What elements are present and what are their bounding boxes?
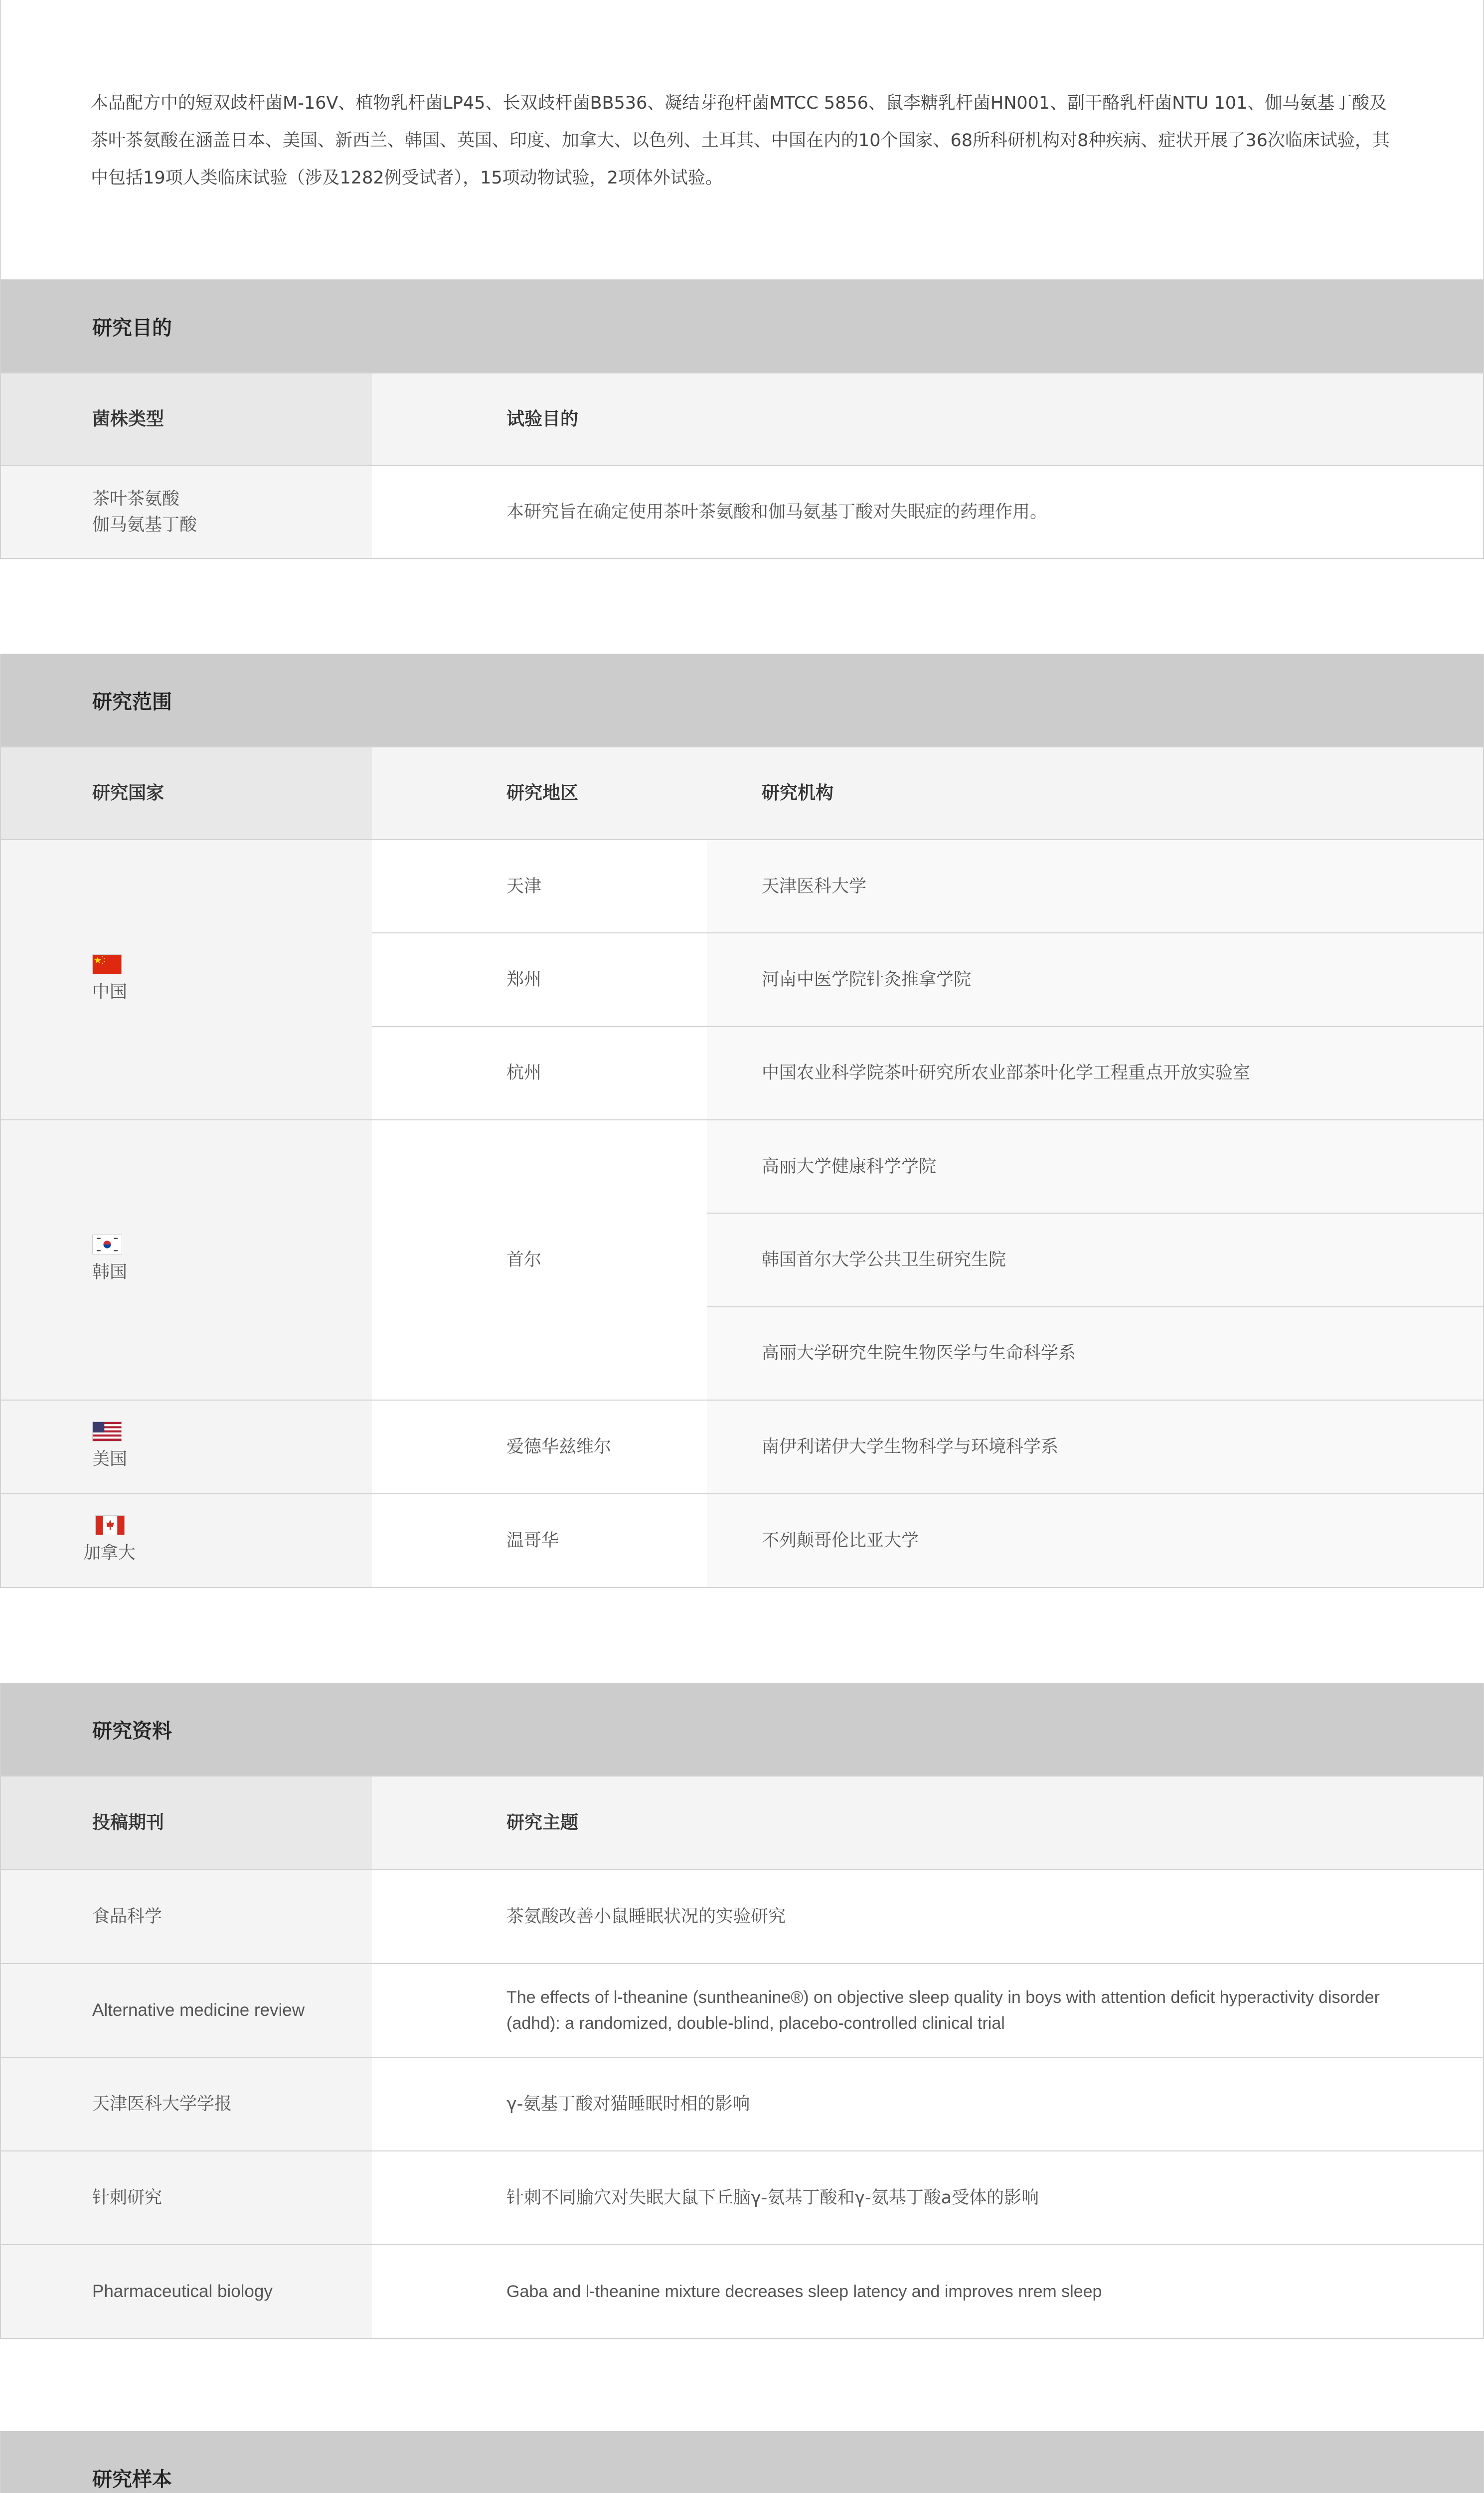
- table-row: [372, 840, 1483, 932]
- table-row: [1, 2150, 1483, 2244]
- journal-cell: 天津医科大学学报: [1, 2058, 372, 2150]
- topic-cell: The effects of l-theanine (suntheanine®) on objective sleep quality in boys with attention deficit hyperactivity disorder (adhd): a randomized, double-blind, placebo-controlled clinical trial: [372, 1964, 1483, 2057]
- china-regions: [372, 840, 1483, 1119]
- country-cell-china: [1, 840, 372, 1119]
- china-flag-icon: [92, 954, 122, 974]
- journal-cell: 食品科学: [1, 1870, 372, 1963]
- topic-cell: γ-氨基丁酸对猫睡眠时相的影响: [372, 2058, 1483, 2150]
- table-row: [1, 465, 1483, 558]
- country-cell-korea: [1, 1120, 372, 1400]
- region-cell: 天津: [372, 840, 707, 932]
- institution-cell: 高丽大学研究生院生物医学与生命科学系: [707, 1306, 1483, 1400]
- region-cell: 温哥华: [372, 1494, 707, 1587]
- institution-cell: 不列颠哥伦比亚大学: [707, 1494, 1483, 1587]
- topic-cell: 针刺不同腧穴对失眠大鼠下丘脑γ-氨基丁酸和γ-氨基丁酸a受体的影响: [372, 2151, 1483, 2244]
- journal-cell: Pharmaceutical biology: [1, 2245, 372, 2338]
- purpose-title: 研究目的: [1, 280, 1483, 372]
- usa-flag-icon: [92, 1422, 122, 1441]
- table-row: [1, 1963, 1483, 2057]
- canada-flag-icon: [95, 1515, 125, 1535]
- materials-title: 研究资料: [1, 1683, 1483, 1776]
- purpose-section: [0, 280, 1484, 559]
- institution-cell: 中国农业科学院茶叶研究所农业部茶叶化学工程重点开放实验室: [707, 1027, 1483, 1119]
- topic-cell: Gaba and l-theanine mixture decreases sleep latency and improves nrem sleep: [372, 2245, 1483, 2338]
- table-row: [1, 1869, 1483, 1963]
- country-name-usa: 美国: [92, 1449, 128, 1469]
- country-cell-canada: [1, 1494, 372, 1587]
- institution-cell: 天津医科大学: [707, 840, 1483, 932]
- sample-title: 研究样本: [1, 2431, 1483, 2493]
- scope-section: [0, 654, 1484, 1588]
- sample-section: [0, 2431, 1484, 2493]
- scope-header-region: 研究地区: [372, 747, 707, 839]
- institution-cell: 河南中医学院针灸推拿学院: [707, 933, 1483, 1026]
- purpose-header-row: [1, 372, 1483, 465]
- table-row: [1, 2057, 1483, 2150]
- topic-cell: 茶氨酸改善小鼠睡眠状况的实验研究: [372, 1870, 1483, 1963]
- scope-header-row: [1, 746, 1483, 839]
- korea-flag-icon: [92, 1235, 122, 1254]
- intro-text: 本品配方中的短双歧杆菌M-16V、植物乳杆菌LP45、长双歧杆菌BB536、凝结芽孢杆菌MTCC 5856、鼠李糖乳杆菌HN001、副干酪乳杆菌NTU 101、伽马氨基丁酸及茶叶茶氨酸在涵盖日本、美国、新西兰、韩国、英国、印度、加拿大、以色列、土耳其、中国在内的10个国家、68所科研机构对8种疾病、症状开展了36次临床试验，其中包括19项人类临床试验（涉及1282例受试者），15项动物试验，2项体外试验。: [91, 93, 1390, 188]
- country-cell-usa: [1, 1401, 372, 1493]
- scope-country-korea: [1, 1119, 1483, 1400]
- country-name-canada: 加拿大: [83, 1543, 136, 1563]
- table-row: [1, 2244, 1483, 2338]
- country-name-china: 中国: [92, 982, 128, 1002]
- country-name-korea: 韩国: [92, 1262, 128, 1282]
- materials-header-row: [1, 1776, 1483, 1869]
- scope-title: 研究范围: [1, 654, 1483, 746]
- institution-cell: 韩国首尔大学公共卫生研究生院: [707, 1213, 1483, 1306]
- scope-header-country: 研究国家: [1, 747, 372, 839]
- scope-header-institution: 研究机构: [707, 747, 1483, 839]
- purpose-aim-cell: 本研究旨在确定使用茶叶茶氨酸和伽马氨基丁酸对失眠症的药理作用。: [372, 466, 1483, 558]
- korea-institutions: [707, 1120, 1483, 1400]
- intro-panel: [0, 0, 1484, 280]
- materials-section: [0, 1683, 1484, 2339]
- purpose-strain-line2: 伽马氨基丁酸: [92, 515, 197, 535]
- journal-cell: Alternative medicine review: [1, 1964, 372, 2057]
- purpose-strain-cell: [1, 466, 372, 558]
- purpose-strain-line1: 茶叶茶氨酸: [92, 489, 180, 509]
- table-row: [372, 1026, 1483, 1119]
- materials-header-topic: 研究主题: [372, 1777, 1483, 1869]
- journal-cell: 针刺研究: [1, 2151, 372, 2244]
- purpose-header-strain: 菌株类型: [1, 373, 372, 465]
- institution-cell: 高丽大学健康科学学院: [707, 1120, 1483, 1213]
- scope-country-canada: [1, 1493, 1483, 1587]
- region-cell: 郑州: [372, 933, 707, 1026]
- institution-cell: 南伊利诺伊大学生物科学与环境科学系: [707, 1401, 1483, 1493]
- table-row: [372, 932, 1483, 1026]
- region-cell: 首尔: [372, 1120, 707, 1400]
- scope-country-china: [1, 839, 1483, 1119]
- purpose-header-aim: 试验目的: [372, 373, 1483, 465]
- scope-country-usa: [1, 1400, 1483, 1493]
- materials-header-journal: 投稿期刊: [1, 1777, 372, 1869]
- region-cell: 杭州: [372, 1027, 707, 1119]
- region-cell: 爱德华兹维尔: [372, 1401, 707, 1493]
